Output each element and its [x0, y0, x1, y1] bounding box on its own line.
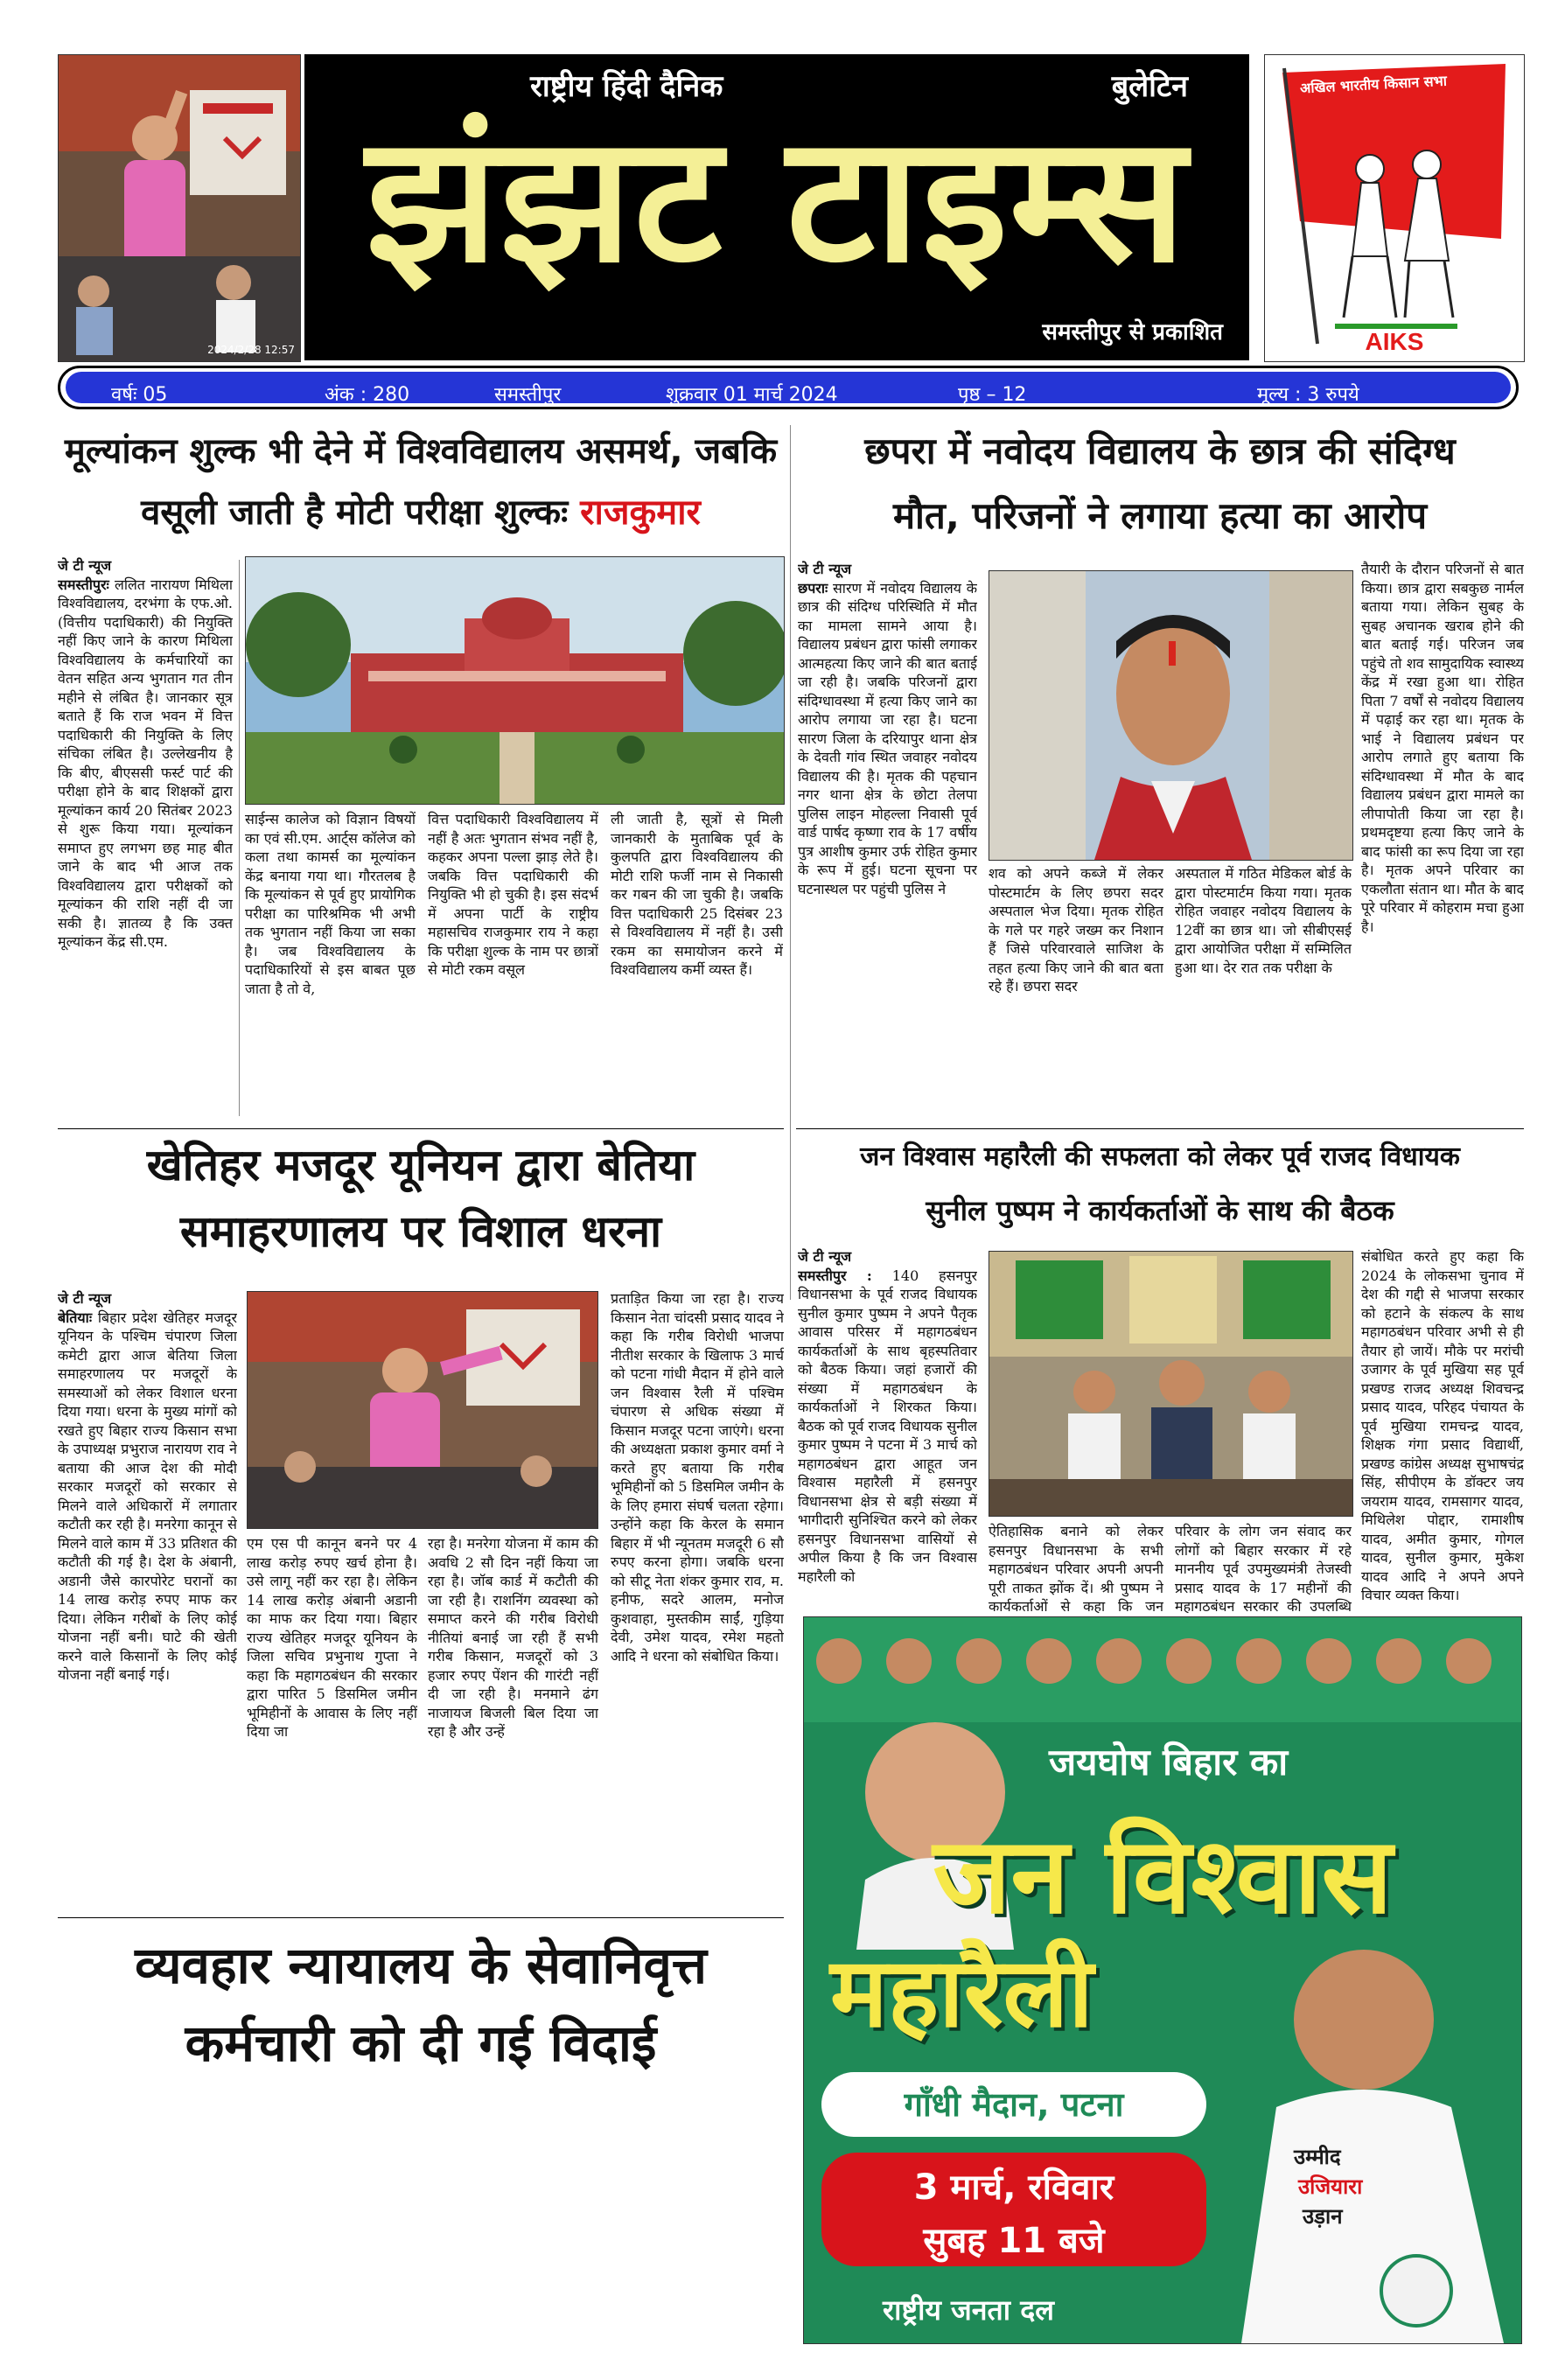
article4-col1-text: 140 हसनपुर विधानसभा के पूर्व राजद विधायक सुनील कुमार पुष्पम ने अपने पैतृक आवास परिसर में महागठबंधन कार्यकर्ताओं के साथ बृहस्पतिवार को बैठक किया। जहां हजारों की संख्या में महागठबंधन के कार्यकर्ताओं ने शिरकत किया। बैठक को पूर्व राजद विधायक सुनील कुमार पुष्पम ने पटना में 3 मार्च को महागठबंधन द्वारा आहूत जन विश्वास महारैली में हसनपुर विधानसभा क्षेत्र से बड़ी संख्या में भागीदारी सुनिश्चित करने को लेकर हसनपुर विधानसभा वासियों से अपील किया है कि जन विश्वास महारैली को	[798, 1267, 977, 1585]
article1-dateline: समस्तीपुरः	[58, 576, 109, 593]
speaker-photo-illustration	[59, 55, 300, 361]
advert-slogan1: उम्मीद	[1294, 2145, 1341, 2169]
place-info: समस्तीपुर	[494, 384, 562, 406]
article4-byline: जे टी न्यूज	[798, 1248, 852, 1265]
article5-visible-headline-line2: कर्मचारी को दी गई विदाई	[185, 2014, 657, 2073]
price-info: मूल्य : 3 रुपये	[1257, 384, 1359, 406]
article3-col1	[58, 1289, 237, 1910]
issue-info-bar	[58, 366, 1519, 409]
aiks-logo	[1264, 54, 1525, 362]
section-divider-top	[790, 425, 791, 1300]
masthead-left-photo	[58, 54, 301, 362]
article1-col4: ली जाती है, सूत्रों से मिली जानकारी के मुताबिक पूर्व के कुलपति द्वारा विश्वविद्यालय की मोटी राशि फर्जी नाम से निकासी कर गबन की जा चुकी है। जबकि वित्त पदाधिकारी 25 दिसंबर 23 से विश्वविद्यालय में नहीं है। उसी रकम का समायोजन करने में विश्वविद्यालय कर्मी व्यस्त हैं।	[611, 811, 783, 978]
advert-tagline: जयघोष बिहार का	[1049, 1741, 1289, 1783]
article4-col4: संबोधित करते हुए कहा कि 2024 के लोकसभा चुनाव में देश की गद्दी से भाजपा सरकार को हटाने के संकल्प के साथ महागठबंधन परिवार अभी से ही तैयार हो जायें। मौके पर मरांची उजागर के पूर्व मुखिया सह पूर्व प्रखण्ड राजद अध्यक्ष शिवचन्द्र प्रसाद यादव, परिहद पंचायत के पूर्व मुखिया रामचन्द्र यादव, शिक्षक गंगा प्रसाद विद्यार्थी, प्रखण्ड कांग्रेस अध्यक्ष सुभाषचंद्र सिंह, सीपीएम के डॉक्टर जय जयराम यादव, रामसागर यादव, मिथिलेश पोद्दार, रामाशीष यादव, अमीत कुमार, गोगल यादव, सुनील कुमार, मुकेश यादव आदि ने अपने अपने विचार व्यक्त किया।	[1361, 1248, 1524, 1603]
article1-headline-name: राजकुमार	[580, 492, 701, 533]
masthead-subtitle: समस्तीपुर से प्रकाशित	[1042, 319, 1223, 345]
article4-headline-line2: सुनील पुष्पम ने कार्यकर्ताओं के साथ की बैठक	[926, 1194, 1394, 1227]
article4-headline-line1: जन विश्वास महारैली की सफलता को लेकर पूर्व राजद विधायक	[860, 1141, 1460, 1172]
article1-col1	[58, 556, 233, 1116]
article1-headline-line1: मूल्यांकन शुल्क भी देने में विश्वविद्यालय असमर्थ, जबकि	[64, 431, 778, 471]
article1-headline-text: वसूली जाती है मोटी परीक्षा शुल्कः	[141, 492, 569, 533]
article2-col2: शव को अपने कब्जे में लेकर पोस्टमार्टम के लिए छपरा सदर अस्पताल भेज दिया। मृतक रोहित के गले पर गहरे जख्म कर निशान हैं जिसे परिवारवाले साजिश के तहत हत्या किए जाने की बात बता रहे हैं। छपरा सदर	[989, 865, 1163, 995]
article1-col3: वित्त पदाधिकारी विश्वविद्यालय में नहीं है अतः भुगतान संभव नहीं है, कहकर अपना पल्ला झाड़ लेते है। जबकि वित्त पदाधिकारी की नियुक्ति भी हो चुकी है। इस संदर्भ में अपना पार्टी के राष्ट्रीय महासचिव राजकुमार राय ने कहा कि परीक्षा शुल्क के नाम पर छात्रों से मोटी रकम वसूल	[428, 811, 598, 978]
article3-headline-line1: खेतिहर मजदूर यूनियन द्वारा बेतिया	[146, 1140, 695, 1190]
article3-col2: एम एस पी कानून बनने पर 4 लाख करोड़ रुपए खर्च होना है। उसे लागू नहीं कर रहा है। लेकिन 14 लाख करोड़ अंबानी अडानी का माफ कर दिया गया। बिहार राज्य खेतिहर मजदूर यूनियन के जिला सचिव प्रभुनाथ गुप्ता ने कहा कि महागठबंधन की सरकार द्वारा पारित 5 डिसमिल जमीन भूमिहीनों के आवास के लिए नहीं दिया जा	[247, 1535, 417, 1740]
article3-byline: जे टी न्यूज	[58, 1290, 112, 1307]
article2-headline-line1: छपरा में नवोदय विद्यालय के छात्र की संदिग्ध	[864, 429, 1456, 472]
article2-col1-text: सारण में नवोदय विद्यालय के छात्र की संदिग्ध परिस्थिति में मौत का मामला सामने आया है। विद्यालय प्रबंधन द्वारा फांसी लगाकर आत्महत्या किए जाने की बात बताई जा रही है। जबकि परिजनों द्वारा संदिग्धावस्था में हत्या किए जाने का आरोप लगाया जा रहा है। घटना सारण जिला के दरियापुर थाना क्षेत्र के देवती गांव स्थित जवाहर नवोदय विद्यालय की है। मृतक की पहचान नगर थाना क्षेत्र के छोटा तेलपा पुलिस लाइन मोहल्ला निवासी पूर्व वार्ड पार्षद कृष्णा राव के 17 वर्षीय पुत्र आशीष कुमार उर्फ रोहित कुमार के रूप में हुई। घटना सूचना पर घटनास्थल पर पहुंची पुलिस ने	[798, 579, 977, 897]
advert-title-line2: महारैली	[830, 1937, 1093, 2048]
dharna-photo	[247, 1291, 598, 1529]
article2-byline: जे टी न्यूज	[798, 561, 852, 577]
advert-date: 3 मार्च, रविवार	[913, 2167, 1114, 2208]
photo-timestamp: 2024/2/28 12:57	[207, 344, 295, 356]
masthead-tagline-left: राष्ट्रीय हिंदी दैनिक	[530, 69, 723, 104]
article3-dateline: बेतियाः	[58, 1309, 93, 1326]
advert-party: राष्ट्रीय जनता दल	[883, 2293, 1054, 2327]
article1-divider	[239, 560, 240, 1116]
article2-col4: तैयारी के दौरान परिजनों से बात किया। छात्र द्वारा सबकुछ नार्मल बताया गया। लेकिन सुबह के सुबह अचानक खराब होने की बात बताई गई। परिजन जब पहुंचे तो शव सामुदायिक स्वास्थ्य केंद्र में रखा हुआ था। रोहित पिता 7 वर्षों से नवोदय विद्यालय में पढ़ाई कर रहा था। मृतक के भाई ने विद्यालय प्रबंधन पर आरोप लगाते हुए बताया कि संदिग्धावस्था में मौत के बाद विद्यालय प्रबंधन द्वारा मामले का लीपापोती किया जा रहा है। प्रथमदृष्टया हत्या किए जाने के बाद फांसी का रूप दिया जा रहा है। मृतक अपने परिवार का एकलौता संतान था। मौत के बाद पूरे परिवार में कोहराम मचा हुआ है।	[1361, 561, 1524, 935]
article4-col2: ऐतिहासिक बनाने को लेकर हसनपुर विधानसभा के सभी महागठबंधन परिवार अपनी अपनी पूरी ताकत झोंक दें। श्री पुष्पम ने कार्यकर्ताओं से कहा कि जन	[989, 1523, 1163, 1615]
article2-headline-line2: मौत, परिजनों ने लगाया हत्या का आरोप	[892, 494, 1428, 537]
advert-slogan2: उजियारा	[1298, 2174, 1363, 2199]
meeting-illustration	[989, 1252, 1352, 1516]
advert-title-line1: जन विश्वास	[933, 1816, 1393, 1937]
advert-slogan3: उड़ान	[1303, 2204, 1343, 2229]
year-info: वर्षः 05	[111, 384, 168, 406]
article1-byline: जे टी न्यूज	[58, 557, 112, 574]
student-portrait-illustration	[989, 571, 1352, 860]
row-rule-3	[58, 1917, 784, 1918]
logo-abbr: AIKS	[1365, 328, 1424, 355]
article1-headline-line2	[58, 486, 784, 534]
article3-headline-line2: समाहरणालय पर विशाल धरना	[179, 1206, 662, 1257]
article4-dateline: समस्तीपुर :	[798, 1267, 872, 1284]
masthead	[304, 54, 1249, 360]
newspaper-title: झंझट टाइम्स	[366, 98, 1188, 302]
masthead-tagline-right: बुलेटिन	[1111, 69, 1188, 104]
article3-col1-text: बिहार प्रदेश खेतिहर मजदूर यूनियन के पश्चिम चंपारण जिला कमेटी द्वारा आज बेतिया जिला समाहरणालय पर मजदूरों के समस्याओं को लेकर विशाल धरना दिया गया। धरना के मुख्य मांगों को रखते हुए बिहार राज्य किसान सभा के उपाध्यक्ष प्रभुराज नारायण राव ने बताया की आज देश की मोदी सरकार मजदूरों को सरकार से मिलने वाले अधिकारों में लगातार कटौती कर रही है। मनरेगा कानून से मिलने वाले काम में 33 प्रतिशत की कटौती की गई है। देश के अंबानी, अडानी जैसे कारपोरेट घरानों का 14 लाख करोड़ रुपए माफ कर दिया। लेकिन गरीबों के लिए कोई योजना नहीं बनी। घाटे की खेती करने वाले किसानों के लिए कोई योजना नहीं बनाई गई।	[58, 1309, 237, 1683]
advert-venue: गाँधी मैदान, पटना	[821, 2072, 1206, 2137]
advert-date-block	[821, 2153, 1206, 2266]
row-rule-2	[58, 1128, 784, 1129]
meeting-photo	[989, 1251, 1353, 1517]
dharna-protest-illustration	[248, 1292, 597, 1528]
kisan-sabha-flag-icon	[1265, 55, 1524, 361]
article2-col1	[798, 560, 977, 1120]
issue-info: अंक : 280	[325, 384, 410, 406]
date-info: शुक्रवार 01 मार्च 2024	[666, 384, 838, 406]
advert-time: सुबह 11 बजे	[923, 2221, 1105, 2261]
article2-col3: अस्पताल में गठित मेडिकल बोर्ड के द्वारा पोस्टमार्टम किया गया। मृतक रोहित जवाहर नवोदय विद्यालय के 12वीं का छात्र था। जो सीबीएसई द्वारा आयोजित परीक्षा में सम्मिलित हुआ था। देर रात तक परीक्षा के	[1175, 865, 1352, 976]
article1-col1-text: ललित नारायण मिथिला विश्वविद्यालय, दरभंगा के एफ.ओ. (वित्तीय पदाधिकारी) की नियुक्ति नहीं किए जाने के कारण मिथिला विश्वविद्यालय के कर्मचारियों का वेतन सहित अन्य भुगतान गत तीन महीने से लंबित है। जानकार सूत्र बताते हैं कि राज भवन में वित्त पदाधिकारी की नियुक्ति के लिए संचिका लंबित है। उल्लेखनीय है कि बीए, बीएससी फर्स्ट पार्ट की परीक्षा होने के बाद शिक्षकों द्वारा मूल्यांकन कार्य 20 सितंबर 2023 से शुरू किया गया। मूल्यांकन समाप्त हुए लगभग छह माह बीत जाने के बाद भी आज तक विश्वविद्यालय द्वारा परीक्षकों को मूल्यांकन की राशि नहीं दी जा सकी है। ज्ञातव्य है कि उक्त मूल्यांकन केंद्र सी.एम.	[58, 576, 233, 950]
university-building-illustration	[246, 557, 784, 804]
page-info: पृष्ठ – 12	[958, 384, 1027, 406]
university-photo	[245, 556, 785, 805]
article4-col3: परिवार के लोग जन संवाद कर लोगों को बिहार सरकार में रहे माननीय पूर्व उपमुख्यमंत्री तेजस्वी प्रसाद यादव के 17 महीनों की महागठबंधन सरकार की उपलब्धि	[1175, 1523, 1352, 1615]
row-rule-2-right	[796, 1128, 1524, 1129]
article1-col2: साईन्स कालेज को विज्ञान विषयों का एवं सी.एम. आर्ट्स कॉलेज को कला तथा कामर्स का मूल्यांकन केंद्र बनाया गया था। गौरतलब है कि मूल्यांकन से पूर्व हुए प्रायोगिक परीक्षा का पारिश्रमिक भी अभी तक भुगतान नहीं किया जा सका है। जब विश्वविद्यालय के पदाधिकारियों से इस बाबत पूछ जाता है तो वे,	[245, 811, 416, 997]
logo-banner-text: अखिल भारतीय किसान सभा	[1299, 72, 1448, 97]
article2-dateline: छपराः	[798, 579, 828, 597]
jan-vishwas-advert	[803, 1616, 1522, 2344]
article3-col3: रहा है। मनरेगा योजना में काम की अवधि 2 सौ दिन नहीं किया जा रहा है। जॉब कार्ड में कटौती की जा रही है। राशनिंग व्यवस्था को समाप्त करने की गरीब विरोधी नीतियां बनाई जा रही हैं सभी गरीब किसान, मजदूरों को 3 हजार रुपए पेंशन की गारंटी नहीं दी जा रही है। मनमाने ढंग नाजायज बिजली बिल दिया जा रहा है और उन्हें	[428, 1535, 598, 1740]
student-photo	[989, 570, 1353, 861]
article5-visible-headline-line1: व्यवहार न्यायालय के सेवानिवृत्त	[135, 1936, 707, 1995]
article3-col4: प्रताड़ित किया जा रहा है। राज्य किसान नेता चांदसी प्रसाद यादव ने कहा कि गरीब विरोधी भाजपा नीतीश सरकार के खिलाफ 3 मार्च को पटना गांधी मैदान में होने वाले जन विश्वास रैली में पश्चिम चंपारण से अधिक संख्या में किसान मजदूर पटना जाएंगे। धरना की अध्यक्षता प्रकाश कुमार वर्मा ने करते हुए बताया कि गरीब भूमिहीनों को 5 डिसमिल जमीन के के लिए हमारा संघर्ष चलता रहेगा। उन्होंने कहा कि केरल के समान बिहार में भी न्यूनतम मजदूरी 6 सौ रुपए करना होगा। जबकि धरना को सीटू नेता शंकर कुमार राव, म. हनीफ, सदरे आलम, मनोज कुशवाहा, मुस्तकीम साईं, गुड़िया देवी, उमेश यादव, रमेश महतो आदि ने धरना को संबोधित किया।	[611, 1290, 784, 1665]
